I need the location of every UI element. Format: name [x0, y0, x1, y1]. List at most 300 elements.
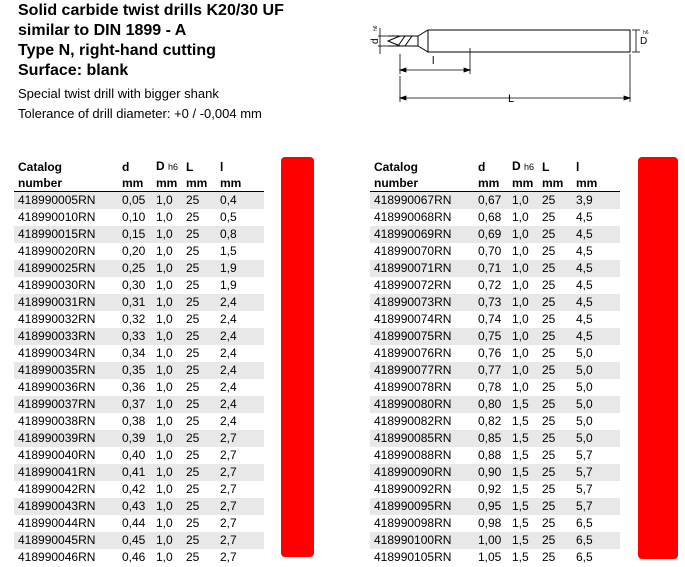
col-catalog: Catalog	[374, 159, 419, 174]
cell-L: 25	[538, 260, 572, 277]
table-row	[370, 294, 620, 311]
table-row	[370, 345, 620, 362]
cell-L: 25	[182, 396, 216, 413]
cell-L: 25	[182, 328, 216, 345]
cell-L: 25	[186, 244, 200, 258]
cell-L: 25	[542, 516, 556, 530]
table-row	[14, 549, 264, 566]
cell-catalog-number: 418990035RN	[14, 362, 118, 379]
cell-L: 25	[186, 482, 200, 496]
cell-catalog-number: 418990040RN	[18, 448, 96, 462]
cell-l: 2,4	[216, 328, 264, 345]
cell-catalog-number: 418990070RN	[374, 244, 452, 258]
cell-catalog-number: 418990071RN	[370, 260, 474, 277]
cell-d: 1,00	[474, 532, 508, 549]
cell-L: 25	[182, 260, 216, 277]
cell-D: 1,0	[508, 362, 538, 379]
cell-l: 0,8	[216, 226, 264, 243]
cell-d: 0,76	[478, 346, 502, 360]
cell-L: 25	[538, 464, 572, 481]
cell-d: 0,39	[118, 430, 152, 447]
cell-l: 4,5	[576, 210, 593, 224]
cell-l: 5,0	[572, 430, 620, 447]
cell-d: 0,32	[122, 312, 146, 326]
cell-catalog-number: 418990034RN	[18, 346, 96, 360]
cell-L: 25	[186, 380, 200, 394]
col-d: d	[478, 159, 486, 174]
cell-L: 25	[542, 278, 556, 292]
description: Special twist drill with bigger shank	[18, 86, 219, 101]
cell-d: 0,95	[474, 498, 508, 515]
cell-L: 25	[182, 294, 216, 311]
cell-catalog-number: 418990100RN	[370, 532, 474, 549]
table-row	[14, 311, 264, 328]
table-row	[370, 413, 620, 430]
table-row	[370, 430, 620, 447]
cell-l: 2,4	[216, 396, 264, 413]
cell-catalog-number: 418990090RN	[370, 464, 474, 481]
cell-D: 1,0	[508, 226, 538, 243]
cell-D: 1,0	[512, 380, 529, 394]
cell-catalog-number: 418990042RN	[18, 482, 96, 496]
cell-L: 25	[542, 346, 556, 360]
cell-l: 6,5	[576, 550, 593, 564]
catalog-table-left	[14, 158, 264, 566]
cell-D: 1,0	[152, 498, 182, 515]
label-L: L	[508, 93, 515, 104]
cell-L: 25	[182, 498, 216, 515]
cell-l: 2,4	[216, 294, 264, 311]
cell-L: 25	[186, 346, 200, 360]
cell-D: 1,0	[152, 192, 182, 210]
price-column-redaction	[281, 157, 314, 557]
cell-d: 0,10	[122, 210, 146, 224]
title-line-4: Surface: blank	[18, 62, 129, 79]
cell-D: 1,0	[512, 346, 529, 360]
table-row	[14, 226, 264, 243]
cell-d: 0,45	[118, 532, 152, 549]
cell-catalog-number: 418990068RN	[374, 210, 452, 224]
dimension-D	[632, 30, 640, 52]
table-row	[14, 192, 264, 210]
cell-L: 25	[538, 532, 572, 549]
dimension-L	[400, 54, 630, 102]
cell-catalog-number: 418990105RN	[374, 550, 452, 564]
cell-d: 0,74	[478, 312, 502, 326]
cell-L: 25	[186, 312, 200, 326]
cell-l: 4,5	[572, 226, 620, 243]
cell-d: 0,42	[122, 482, 146, 496]
cell-catalog-number: 418990038RN	[18, 414, 96, 428]
cell-L: 25	[542, 550, 556, 564]
table-row	[370, 447, 620, 464]
cell-L: 25	[182, 362, 216, 379]
cell-catalog-number: 418990075RN	[370, 328, 474, 345]
table-row	[14, 209, 264, 226]
cell-L: 25	[186, 278, 200, 292]
cell-d: 0,41	[118, 464, 152, 481]
cell-D: 1,0	[156, 414, 173, 428]
cell-l: 1,9	[220, 278, 237, 292]
cell-l: 2,7	[220, 448, 237, 462]
table-row	[14, 277, 264, 294]
cell-D: 1,0	[152, 294, 182, 311]
table-row	[14, 498, 264, 515]
cell-d: 0,82	[478, 414, 502, 428]
cell-D: 1,5	[512, 516, 529, 530]
cell-catalog-number: 418990010RN	[18, 210, 96, 224]
cell-d: 0,36	[122, 380, 146, 394]
cell-l: 2,7	[220, 516, 237, 530]
cell-D: 1,0	[152, 328, 182, 345]
col-D: D h6	[156, 159, 179, 173]
cell-l: 2,4	[220, 380, 237, 394]
cell-L: 25	[186, 448, 200, 462]
cell-l: 5,0	[572, 396, 620, 413]
cell-l: 2,7	[216, 430, 264, 447]
col-catalog-line2: number	[370, 175, 474, 192]
cell-L: 25	[542, 414, 556, 428]
cell-l: 4,5	[572, 260, 620, 277]
unit-d: mm	[118, 175, 152, 192]
table-row	[14, 481, 264, 498]
cell-D: 1,0	[152, 362, 182, 379]
cell-L: 25	[538, 294, 572, 311]
cell-L: 25	[542, 448, 556, 462]
cell-catalog-number: 418990085RN	[370, 430, 474, 447]
cell-catalog-number: 418990037RN	[14, 396, 118, 413]
cell-D: 1,5	[512, 414, 529, 428]
drill-technical-drawing	[360, 4, 650, 104]
cell-D: 1,0	[156, 482, 173, 496]
cell-l: 2,4	[220, 414, 237, 428]
table-row	[370, 260, 620, 277]
cell-l: 0,5	[220, 210, 237, 224]
cell-d: 0,05	[118, 192, 152, 210]
cell-D: 1,5	[512, 448, 529, 462]
cell-D: 1,5	[508, 464, 538, 481]
cell-catalog-number: 418990044RN	[18, 516, 96, 530]
cell-d: 0,68	[478, 210, 502, 224]
cell-D: 1,5	[512, 482, 529, 496]
cell-d: 0,20	[122, 244, 146, 258]
cell-L: 25	[538, 396, 572, 413]
cell-l: 4,5	[576, 278, 593, 292]
cell-catalog-number: 418990031RN	[14, 294, 118, 311]
cell-catalog-number: 418990080RN	[370, 396, 474, 413]
cell-D: 1,0	[152, 532, 182, 549]
cell-l: 2,7	[216, 498, 264, 515]
left-table-body	[14, 192, 264, 567]
unit-L: mm	[538, 175, 572, 192]
cell-D: 1,0	[156, 380, 173, 394]
cell-d: 1,05	[478, 550, 502, 564]
cell-catalog-number: 418990032RN	[18, 312, 96, 326]
cell-catalog-number: 418990078RN	[374, 380, 452, 394]
cell-l: 4,5	[572, 328, 620, 345]
label-D-tol: h6	[643, 30, 649, 36]
table-row	[370, 192, 620, 210]
cell-l: 4,5	[572, 294, 620, 311]
table-row	[370, 209, 620, 226]
cell-D: 1,0	[512, 210, 529, 224]
cell-d: 0,25	[118, 260, 152, 277]
cell-D: 1,0	[152, 226, 182, 243]
table-row	[14, 243, 264, 260]
cell-catalog-number: 418990036RN	[18, 380, 96, 394]
cell-l: 4,5	[576, 312, 593, 326]
cell-catalog-number: 418990005RN	[14, 192, 118, 210]
col-catalog: Catalog	[18, 159, 63, 174]
cell-L: 25	[538, 192, 572, 210]
cell-l: 3,9	[572, 192, 620, 210]
col-L: L	[186, 159, 194, 174]
cell-catalog-number: 418990072RN	[374, 278, 452, 292]
cell-d: 0,80	[474, 396, 508, 413]
label-D: D	[640, 36, 648, 47]
table-row	[370, 549, 620, 566]
table-row	[370, 464, 620, 481]
cell-L: 25	[182, 532, 216, 549]
table-row	[14, 345, 264, 362]
cell-d: 0,71	[474, 260, 508, 277]
cell-D: 1,5	[508, 430, 538, 447]
cell-D: 1,0	[508, 294, 538, 311]
cell-d: 0,77	[474, 362, 508, 379]
table-row	[370, 396, 620, 413]
cell-L: 25	[186, 414, 200, 428]
col-l: l	[220, 159, 224, 174]
cell-l: 2,7	[220, 550, 237, 564]
cell-l: 4,5	[576, 244, 593, 258]
cell-catalog-number: 418990098RN	[374, 516, 452, 530]
table-row	[14, 379, 264, 396]
cell-d: 0,40	[122, 448, 146, 462]
cell-d: 0,38	[122, 414, 146, 428]
cell-L: 25	[182, 464, 216, 481]
cell-d: 0,35	[118, 362, 152, 379]
unit-l: mm	[216, 175, 264, 192]
cell-l: 2,4	[216, 362, 264, 379]
table-row	[14, 447, 264, 464]
table-row	[14, 396, 264, 413]
cell-d: 0,44	[122, 516, 146, 530]
catalog-table-right	[370, 158, 620, 566]
cell-d: 0,75	[474, 328, 508, 345]
cell-D: 1,0	[508, 260, 538, 277]
cell-d: 0,69	[474, 226, 508, 243]
table-row	[370, 328, 620, 345]
cell-L: 25	[542, 380, 556, 394]
cell-D: 1,0	[156, 346, 173, 360]
table-row	[14, 413, 264, 430]
cell-l: 2,4	[220, 346, 237, 360]
cell-L: 25	[186, 550, 200, 564]
cell-catalog-number: 418990043RN	[14, 498, 118, 515]
drill-outline	[388, 30, 630, 52]
cell-catalog-number: 418990067RN	[370, 192, 474, 210]
cell-catalog-number: 418990041RN	[14, 464, 118, 481]
title-line-3: Type N, right-hand cutting	[18, 42, 216, 59]
cell-D: 1,5	[512, 550, 529, 564]
cell-d: 0,31	[118, 294, 152, 311]
cell-d: 0,30	[122, 278, 146, 292]
table-row	[14, 294, 264, 311]
cell-catalog-number: 418990088RN	[374, 448, 452, 462]
cell-catalog-number: 418990045RN	[14, 532, 118, 549]
cell-catalog-number: 418990030RN	[18, 278, 96, 292]
cell-D: 1,5	[508, 396, 538, 413]
cell-d: 0,34	[122, 346, 146, 360]
cell-d: 0,88	[478, 448, 502, 462]
table-row	[14, 362, 264, 379]
cell-L: 25	[182, 226, 216, 243]
cell-l: 5,7	[572, 464, 620, 481]
cell-catalog-number: 418990092RN	[374, 482, 452, 496]
title-line-2: similar to DIN 1899 - A	[18, 22, 187, 39]
table-row	[14, 532, 264, 549]
table-row	[370, 362, 620, 379]
table-row	[370, 243, 620, 260]
col-d: d	[122, 159, 130, 174]
cell-D: 1,0	[156, 448, 173, 462]
table-row	[14, 515, 264, 532]
cell-l: 5,7	[576, 482, 593, 496]
cell-l: 6,5	[572, 532, 620, 549]
cell-l: 5,0	[576, 414, 593, 428]
table-row	[370, 498, 620, 515]
table-row	[370, 226, 620, 243]
cell-catalog-number: 418990082RN	[374, 414, 452, 428]
cell-l: 5,7	[572, 498, 620, 515]
cell-D: 1,0	[156, 244, 173, 258]
cell-l: 2,7	[216, 464, 264, 481]
cell-l: 2,7	[220, 482, 237, 496]
cell-d: 0,78	[478, 380, 502, 394]
cell-D: 1,0	[156, 278, 173, 292]
cell-l: 5,0	[576, 380, 593, 394]
cell-l: 1,9	[216, 260, 264, 277]
cell-d: 0,98	[478, 516, 502, 530]
table-row	[370, 515, 620, 532]
cell-d: 0,46	[122, 550, 146, 564]
cell-l: 1,5	[220, 244, 237, 258]
unit-D: mm	[152, 175, 182, 192]
table-row	[370, 481, 620, 498]
unit-l: mm	[572, 175, 620, 192]
cell-catalog-number: 418990076RN	[374, 346, 452, 360]
cell-catalog-number: 418990074RN	[374, 312, 452, 326]
cell-D: 1,0	[152, 396, 182, 413]
cell-L: 25	[538, 430, 572, 447]
table-row	[14, 430, 264, 447]
cell-l: 5,0	[572, 362, 620, 379]
cell-D: 1,0	[156, 516, 173, 530]
cell-D: 1,0	[156, 210, 173, 224]
col-l: l	[576, 159, 580, 174]
cell-catalog-number: 418990025RN	[14, 260, 118, 277]
title-line-1: Solid carbide twist drills K20/30 UF	[18, 2, 284, 19]
cell-d: 0,67	[474, 192, 508, 210]
cell-D: 1,5	[508, 498, 538, 515]
cell-D: 1,0	[156, 312, 173, 326]
cell-d: 0,90	[474, 464, 508, 481]
cell-L: 25	[182, 430, 216, 447]
cell-l: 0,4	[216, 192, 264, 210]
cell-d: 0,15	[118, 226, 152, 243]
cell-d: 0,70	[478, 244, 502, 258]
cell-catalog-number: 418990077RN	[370, 362, 474, 379]
cell-D: 1,5	[508, 532, 538, 549]
cell-d: 0,37	[118, 396, 152, 413]
unit-D: mm	[508, 175, 538, 192]
cell-catalog-number: 418990020RN	[18, 244, 96, 258]
cell-D: 1,0	[512, 244, 529, 258]
right-table-body	[370, 192, 620, 567]
label-l: l	[432, 55, 435, 67]
cell-L: 25	[538, 328, 572, 345]
cell-D: 1,0	[508, 328, 538, 345]
header	[18, 1, 363, 124]
cell-D: 1,0	[512, 312, 529, 326]
cell-L: 25	[186, 210, 200, 224]
cell-D: 1,0	[152, 430, 182, 447]
cell-d: 0,43	[118, 498, 152, 515]
tolerance-note: Tolerance of drill diameter: +0 / -0,004 mm	[18, 106, 262, 121]
table-row	[14, 260, 264, 277]
cell-L: 25	[538, 498, 572, 515]
cell-D: 1,0	[156, 550, 173, 564]
cell-D: 1,0	[152, 464, 182, 481]
cell-catalog-number: 418990069RN	[370, 226, 474, 243]
cell-d: 0,73	[474, 294, 508, 311]
label-d: d	[370, 38, 381, 44]
cell-catalog-number: 418990046RN	[18, 550, 96, 564]
table-row	[370, 532, 620, 549]
table-row	[370, 311, 620, 328]
cell-L: 25	[182, 192, 216, 210]
col-catalog-line2: number	[14, 175, 118, 192]
table-row	[14, 464, 264, 481]
cell-D: 1,0	[152, 260, 182, 277]
cell-L: 25	[542, 244, 556, 258]
cell-D: 1,0	[508, 192, 538, 210]
col-D: D h6	[512, 159, 535, 173]
cell-d: 0,92	[478, 482, 502, 496]
cell-L: 25	[542, 482, 556, 496]
cell-l: 2,7	[216, 532, 264, 549]
table-row	[370, 379, 620, 396]
cell-d: 0,72	[478, 278, 502, 292]
cell-L: 25	[542, 210, 556, 224]
cell-d: 0,33	[118, 328, 152, 345]
cell-L: 25	[538, 226, 572, 243]
cell-catalog-number: 418990073RN	[370, 294, 474, 311]
unit-d: mm	[474, 175, 508, 192]
unit-L: mm	[182, 175, 216, 192]
table-row	[14, 328, 264, 345]
cell-d: 0,85	[474, 430, 508, 447]
label-d-tol: h6	[373, 25, 379, 31]
cell-catalog-number: 418990033RN	[14, 328, 118, 345]
price-column-redaction	[638, 157, 678, 559]
col-L: L	[542, 159, 550, 174]
cell-catalog-number: 418990095RN	[370, 498, 474, 515]
cell-catalog-number: 418990039RN	[14, 430, 118, 447]
cell-L: 25	[542, 312, 556, 326]
cell-L: 25	[538, 362, 572, 379]
cell-l: 2,4	[220, 312, 237, 326]
